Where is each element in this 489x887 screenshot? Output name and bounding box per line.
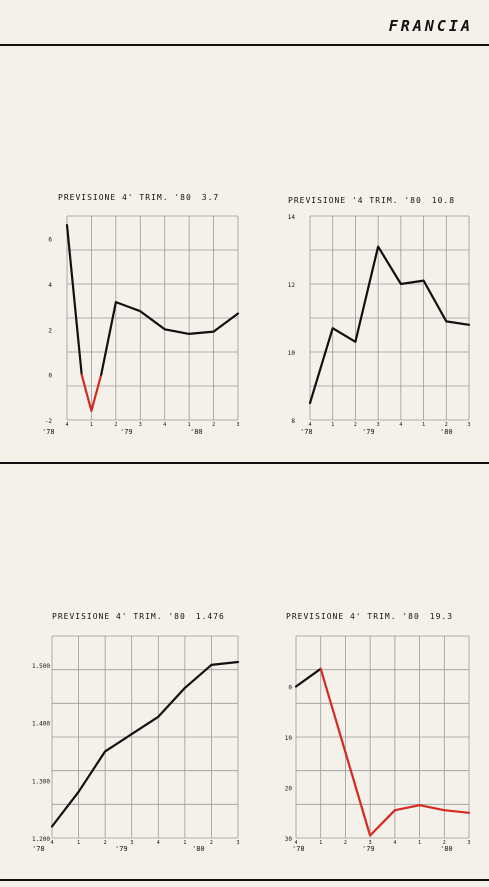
forecast-label: PREVISIONE 4' TRIM. '80 [58, 193, 192, 202]
x-tick-label: 1 [331, 422, 335, 428]
year-label: '78 [32, 845, 45, 853]
x-tick-label: 4 [393, 840, 397, 846]
x-tick-label: 3 [236, 840, 240, 846]
x-tick-label: 1 [187, 422, 191, 428]
y-tick-label: 1.300 [31, 778, 50, 786]
series-line [296, 669, 321, 687]
x-tick-label: 3 [467, 840, 471, 846]
x-tick-label: 2 [209, 840, 213, 846]
x-tick-label: 2 [343, 840, 347, 846]
x-tick-label: 3 [376, 422, 380, 428]
year-label: '79 [120, 428, 133, 436]
year-label: '80 [190, 428, 203, 436]
y-tick-label: 1.500 [31, 662, 50, 670]
x-tick-label: 4 [65, 422, 69, 428]
year-label: '78 [42, 428, 55, 436]
x-tick-label: 3 [368, 840, 372, 846]
forecast-value: 1.476 [195, 612, 225, 621]
x-tick-label: 2 [444, 422, 448, 428]
x-tick-label: 3 [236, 422, 240, 428]
y-tick-label: 6 [48, 236, 52, 244]
x-tick-label: 4 [156, 840, 160, 846]
y-tick-label: 10 [284, 735, 292, 742]
x-tick-label: 4 [50, 840, 54, 846]
y-tick-label: 1.400 [31, 720, 50, 728]
x-tick-label: 3 [138, 422, 142, 428]
y-tick-label: -2 [44, 418, 52, 425]
year-label: '79 [115, 845, 128, 853]
y-tick-label: 20 [284, 785, 292, 793]
x-tick-label: 2 [103, 840, 107, 846]
x-tick-label: 2 [114, 422, 118, 428]
forecast-label: PREVISIONE 4' TRIM. '80 [52, 612, 186, 621]
x-tick-label: 4 [399, 422, 403, 428]
x-tick-label: 3 [467, 422, 471, 428]
forecast-value: 10.8 [431, 196, 456, 205]
x-tick-label: 4 [163, 422, 167, 428]
forecast-value: 3.7 [201, 193, 220, 202]
country-label: FRANCIA [388, 17, 473, 35]
year-label: '80 [440, 428, 453, 436]
y-tick-label: 4 [48, 282, 52, 289]
x-tick-label: 2 [353, 422, 357, 428]
y-tick-label: 10 [287, 350, 295, 357]
x-tick-label: 2 [442, 840, 446, 846]
x-tick-label: 3 [130, 840, 134, 846]
x-tick-label: 1 [418, 840, 422, 846]
y-tick-label: 0 [288, 684, 292, 692]
x-tick-label: 1 [422, 422, 426, 428]
forecast-value: 19.3 [429, 612, 454, 621]
x-tick-label: 1 [77, 840, 81, 846]
year-label: '78 [292, 845, 305, 853]
y-tick-label: 12 [287, 282, 295, 289]
x-tick-label: 2 [212, 422, 216, 428]
year-label: '79 [362, 428, 375, 436]
x-tick-label: 4 [308, 422, 312, 428]
forecast-label: PREVISIONE '4 TRIM. '80 [288, 196, 422, 205]
year-label: '80 [440, 845, 453, 853]
year-label: '80 [192, 845, 205, 853]
x-tick-label: 1 [89, 422, 93, 428]
x-tick-label: 1 [319, 840, 323, 846]
y-tick-label: 1.200 [31, 836, 50, 843]
y-tick-label: 0 [48, 372, 52, 380]
year-label: '78 [300, 428, 313, 436]
x-tick-label: 1 [183, 840, 187, 846]
forecast-label: PREVISIONE 4' TRIM. '80 [286, 612, 420, 621]
y-tick-label: 14 [287, 214, 295, 221]
x-tick-label: 4 [294, 840, 298, 846]
y-tick-label: 30 [284, 836, 292, 843]
y-tick-label: 8 [291, 418, 295, 425]
y-tick-label: 2 [48, 327, 52, 335]
year-label: '79 [362, 845, 375, 853]
